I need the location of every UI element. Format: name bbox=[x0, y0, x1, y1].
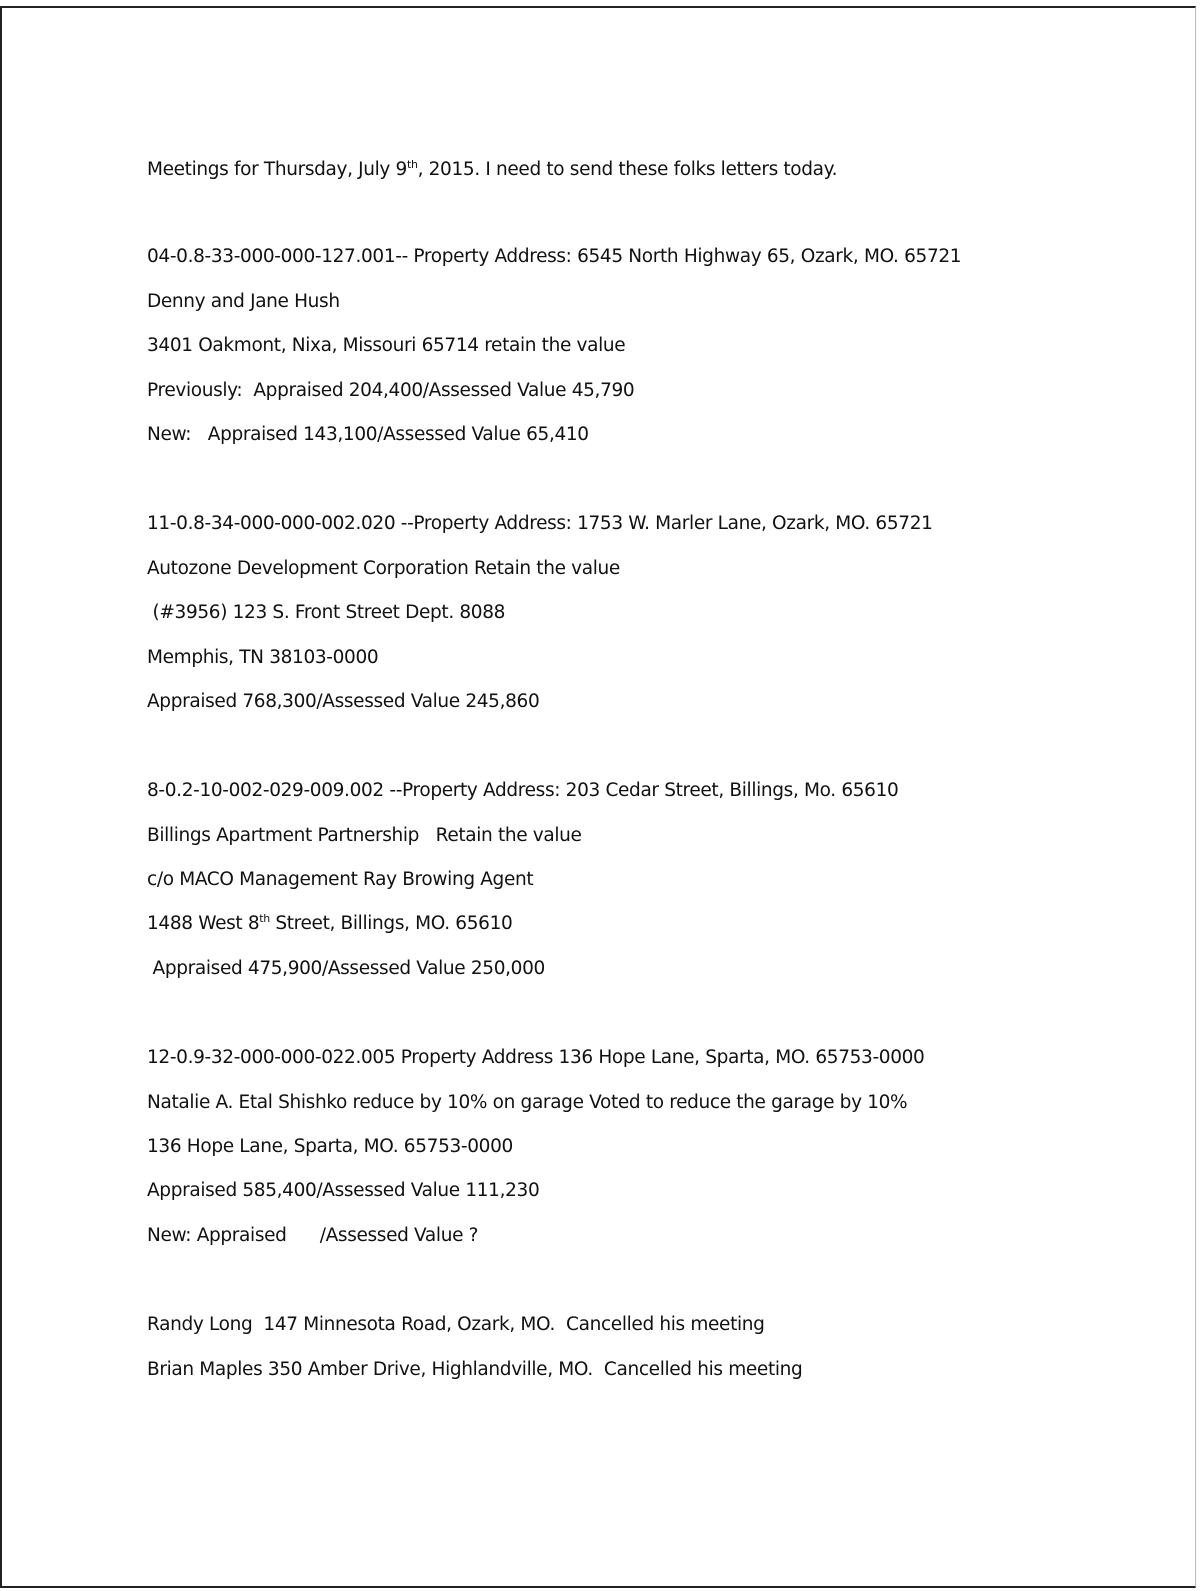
document-body bbox=[147, 148, 1167, 1392]
memo-header-text: Meetings for Thursday, July 9 bbox=[147, 159, 407, 180]
address-text-end: Street, Billings, MO. 65610 bbox=[269, 913, 513, 935]
parcel-line: 8-0.2-10-002-029-009.002 --Property Address: 203 Cedar Street, Billings, Mo. 65610 bbox=[147, 780, 899, 802]
care-of-line: c/o MACO Management Ray Browing Agent bbox=[147, 869, 534, 891]
memo-header-text-end: , 2015. I need to send these folks letters today. bbox=[417, 159, 838, 180]
mailing-address-line: (#3956) 123 S. Front Street Dept. 8088 bbox=[147, 602, 506, 624]
cancellation-line: Brian Maples 350 Amber Drive, Highlandville, MO. Cancelled his meeting bbox=[147, 1358, 803, 1380]
address-sup: th bbox=[259, 912, 270, 926]
property-entry-4 bbox=[147, 1036, 1167, 1258]
value-line: Appraised 475,900/Assessed Value 250,000 bbox=[147, 957, 545, 979]
parcel-line: 11-0.8-34-000-000-002.020 --Property Address: 1753 W. Marler Lane, Ozark, MO. 65721 bbox=[147, 513, 933, 535]
mailing-address-line: 3401 Oakmont, Nixa, Missouri 65714 retain the value bbox=[147, 335, 626, 357]
address-text: 1488 West 8 bbox=[147, 913, 260, 935]
parcel-line: 12-0.9-32-000-000-022.005 Property Address 136 Hope Lane, Sparta, MO. 65753-0000 bbox=[147, 1047, 925, 1069]
value-line: Appraised 768,300/Assessed Value 245,860 bbox=[147, 690, 540, 712]
cancellation-line: Randy Long 147 Minnesota Road, Ozark, MO. Cancelled his meeting bbox=[147, 1314, 765, 1336]
property-entry-1 bbox=[147, 235, 1167, 457]
mailing-address-line: 136 Hope Lane, Sparta, MO. 65753-0000 bbox=[147, 1136, 513, 1158]
previous-value-line: Previously: Appraised 204,400/Assessed Value 45,790 bbox=[147, 379, 635, 401]
value-line: Appraised 585,400/Assessed Value 111,230 bbox=[147, 1180, 540, 1202]
owner-line: Billings Apartment Partnership Retain the value bbox=[147, 824, 582, 846]
cancellations bbox=[147, 1303, 1167, 1392]
property-entry-2 bbox=[147, 502, 1167, 724]
owner-line: Natalie A. Etal Shishko reduce by 10% on garage Voted to reduce the garage by 10% bbox=[147, 1091, 908, 1113]
memo-header-sup: th bbox=[406, 158, 418, 171]
mailing-address-line bbox=[147, 902, 1167, 946]
owner-line: Autozone Development Corporation Retain the value bbox=[147, 557, 620, 579]
mailing-city-line: Memphis, TN 38103-0000 bbox=[147, 646, 379, 668]
property-entry-3 bbox=[147, 769, 1167, 991]
parcel-line: 04-0.8-33-000-000-127.001-- Property Address: 6545 North Highway 65, Ozark, MO. 65721 bbox=[147, 246, 962, 268]
memo-header bbox=[147, 148, 1167, 192]
owner-line: Denny and Jane Hush bbox=[147, 290, 340, 312]
new-value-line: New: Appraised /Assessed Value ? bbox=[147, 1224, 479, 1246]
new-value-line: New: Appraised 143,100/Assessed Value 65,410 bbox=[147, 423, 589, 445]
